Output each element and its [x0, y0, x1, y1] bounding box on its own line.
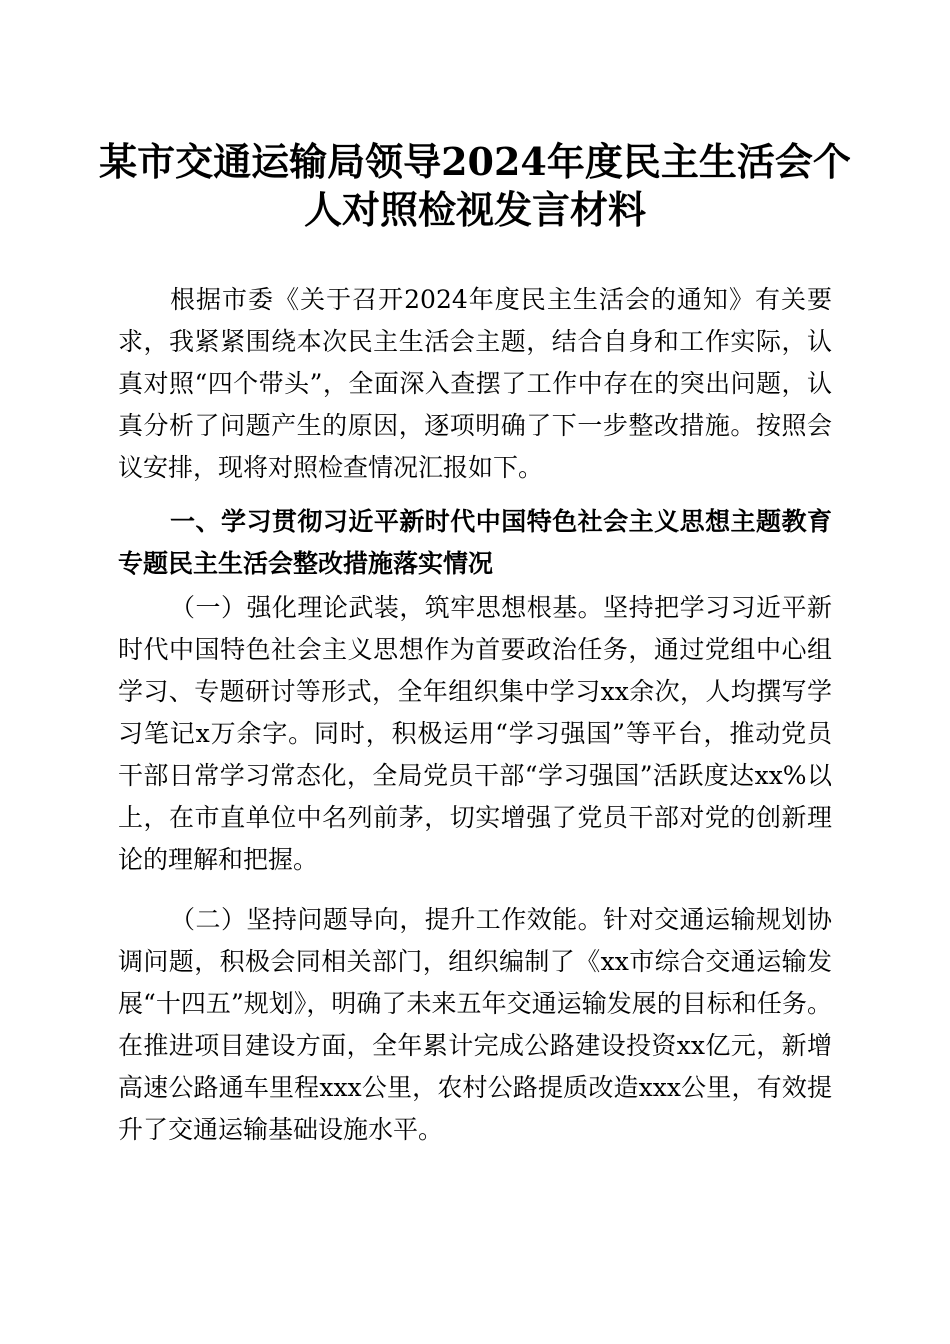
intro-paragraph: 根据市委《关于召开2024年度民主生活会的通知》有关要求，我紧紧围绕本次民主生活会主题，结合自身和工作实际，认真对照“四个带头”，全面深入查摆了工作中存在的突出问题，认真分析了问题产生的原因，逐项明确了下一步整改措施。按照会议安排，现将对照检查情况汇报如下。 — [118, 285, 832, 482]
title-line-1: 某市交通运输局领导2024年度民主生活会个 — [99, 139, 851, 184]
item-2-paragraph: （二）坚持问题导向，提升工作效能。针对交通运输规划协调问题，积极会同相关部门，组织编制了《xx市综合交通运输发展“十四五”规划》，明确了未来五年交通运输发展的目标和任务。在推进项目建设方面，全年累计完成公路建设投资xx亿元，新增高速公路通车里程xxx公里，农村公路提质改造xxx公里，有效提升了交通运输基础设施水平。 — [118, 905, 832, 1144]
section-1-heading: 一、学习贯彻习近平新时代中国特色社会主义思想主题教育专题民主生活会整改措施落实情况 — [118, 507, 832, 578]
document-title — [0, 138, 950, 234]
title-line-2: 人对照检视发言材料 — [303, 187, 646, 232]
item-1-paragraph: （一）强化理论武装，筑牢思想根基。坚持把学习习近平新时代中国特色社会主义思想作为首要政治任务，通过党组中心组学习、专题研讨等形式，全年组织集中学习xx余次，人均撰写学习笔记x万余字。同时，积极运用“学习强国”等平台，推动党员干部日常学习常态化，全局党员干部“学习强国”活跃度达xx%以上，在市直单位中名列前茅，切实增强了党员干部对党的创新理论的理解和把握。 — [118, 593, 832, 874]
